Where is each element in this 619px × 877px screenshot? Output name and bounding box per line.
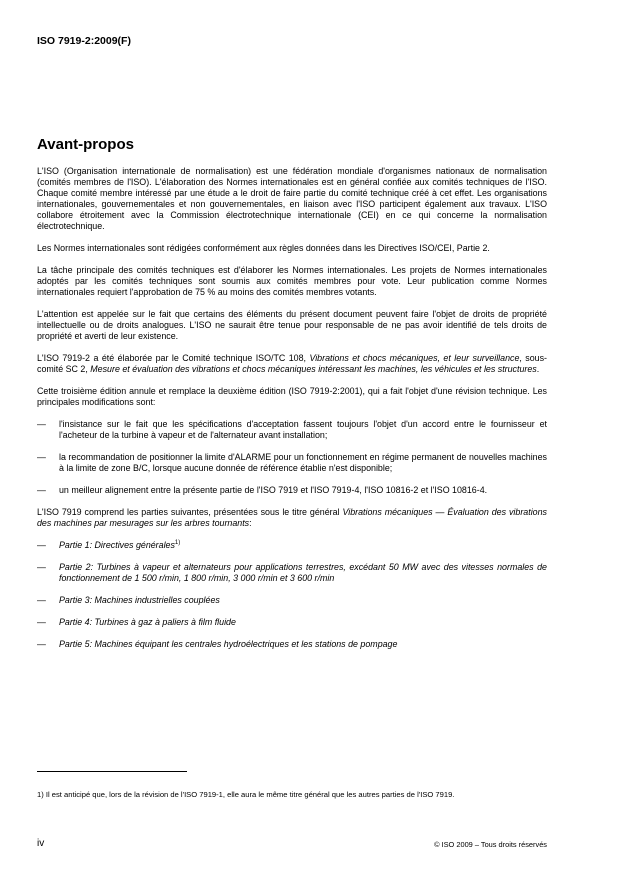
footnote-ref[interactable]: 1) xyxy=(174,540,181,546)
footnote: 1) Il est anticipé que, lors de la révision de l'ISO 7919-1, elle aura le même titre général que les autres parties de l'ISO 7919. xyxy=(37,790,455,799)
list-item xyxy=(37,617,547,628)
part-title: Partie 1: Directives générales xyxy=(59,540,175,550)
paragraph-iso-intro: L'ISO (Organisation internationale de normalisation) est une fédération mondiale d'organismes nationaux de normalisation (comités membres de l'ISO). L'élaboration des Normes internationales est en général confiée aux comités techniques de l'ISO. Chaque comité membre intéressé par une étude a le droit de faire partie du comité technique créé à cet effet. Les organisations internationales, gouvernementales et non gouvernementales, en liaison avec l'ISO participent également aux travaux. L'ISO collabore étroitement avec la Commission électrotechnique internationale (CEI) en ce qui concerne la normalisation électrotechnique. xyxy=(37,166,547,231)
dash-bullet: — xyxy=(37,452,46,462)
list-item xyxy=(37,562,547,584)
list-item xyxy=(37,540,547,551)
paragraph-patent-notice: L'attention est appelée sur le fait que certains des éléments du présent document peuvent faire l'objet de droits de propriété intellectuelle ou de droits analogues. L'ISO ne saurait être tenue pour responsable de ne pas avoir identifié de tels droits de propriété et averti de leur existence. xyxy=(37,309,547,341)
paragraph-committees: La tâche principale des comités techniques est d'élaborer les Normes internationales. Les projets de Normes internationales adoptés par les comités techniques sont soumis aux comités membres pour vote. Leur publication comme Normes internationales requiert l'approbation de 75 % au moins des comités membres votants. xyxy=(37,265,547,297)
list-item xyxy=(37,639,547,650)
dash-bullet: — xyxy=(37,485,46,495)
page-title: Avant-propos xyxy=(37,136,134,153)
dash-bullet: — xyxy=(37,595,46,605)
modification-text: un meilleur alignement entre la présente partie de l'ISO 7919 et l'ISO 7919-4, l'ISO 10816-2 et l'ISO 10816-4. xyxy=(59,485,488,495)
part-title: Partie 5: Machines équipant les centrales hydroélectriques et les stations de pompage xyxy=(59,639,398,649)
part-title: Partie 3: Machines industrielles couplées xyxy=(59,595,220,605)
paragraph-parts-intro: L'ISO 7919 comprend les parties suivantes, présentées sous le titre général Vibrations mécaniques — Évaluation des vibrations des machines par mesurages sur les arbres tournants: xyxy=(37,507,547,528)
list-item xyxy=(37,419,547,441)
part-title: Partie 2: Turbines à vapeur et alternateurs pour applications terrestres, excédant 50 MW avec des vitesses normales de fonctionnement de 1 500 r/min, 1 800 r/min, 3 000 r/min et 3 600 r/min xyxy=(59,562,547,583)
list-item xyxy=(37,485,547,496)
list-item xyxy=(37,595,547,606)
dash-bullet: — xyxy=(37,540,46,550)
document-id: ISO 7919-2:2009(F) xyxy=(37,35,131,47)
paragraph-directives: Les Normes internationales sont rédigées conformément aux règles données dans les Directives ISO/CEI, Partie 2. xyxy=(37,243,490,253)
dash-bullet: — xyxy=(37,419,46,429)
footnote-divider xyxy=(37,771,187,772)
list-item xyxy=(37,452,547,474)
foreword-body xyxy=(37,166,547,661)
copyright-notice: © ISO 2009 – Tous droits réservés xyxy=(434,840,547,849)
modification-text: la recommandation de positionner la limite d'ALARME pour un fonctionnement en régime permanent de nouvelles machines à la limite de zone B/C, lorsque aucune donnée de référence établie n'est disponible; xyxy=(59,452,547,473)
paragraph-committee-origin: L'ISO 7919-2 a été élaborée par le Comité technique ISO/TC 108, Vibrations et chocs mécaniques, et leur surveillance, sous-comité SC 2, Mesure et évaluation des vibrations et chocs mécaniques intéressant les machines, les véhicules et les structures. xyxy=(37,353,548,374)
part-title: Partie 4: Turbines à gaz à paliers à film fluide xyxy=(59,617,236,627)
paragraph-edition: Cette troisième édition annule et remplace la deuxième édition (ISO 7919-2:2001), qui a fait l'objet d'une révision technique. Les principales modifications sont: xyxy=(37,386,547,407)
page-number: iv xyxy=(37,838,45,849)
dash-bullet: — xyxy=(37,639,46,649)
dash-bullet: — xyxy=(37,617,46,627)
modification-text: l'insistance sur le fait que les spécifications d'acceptation fassent toujours l'objet d'un accord entre le fournisseur et l'acheteur de la turbine à vapeur et de l'alternateur avant installation; xyxy=(59,419,547,440)
dash-bullet: — xyxy=(37,562,46,572)
